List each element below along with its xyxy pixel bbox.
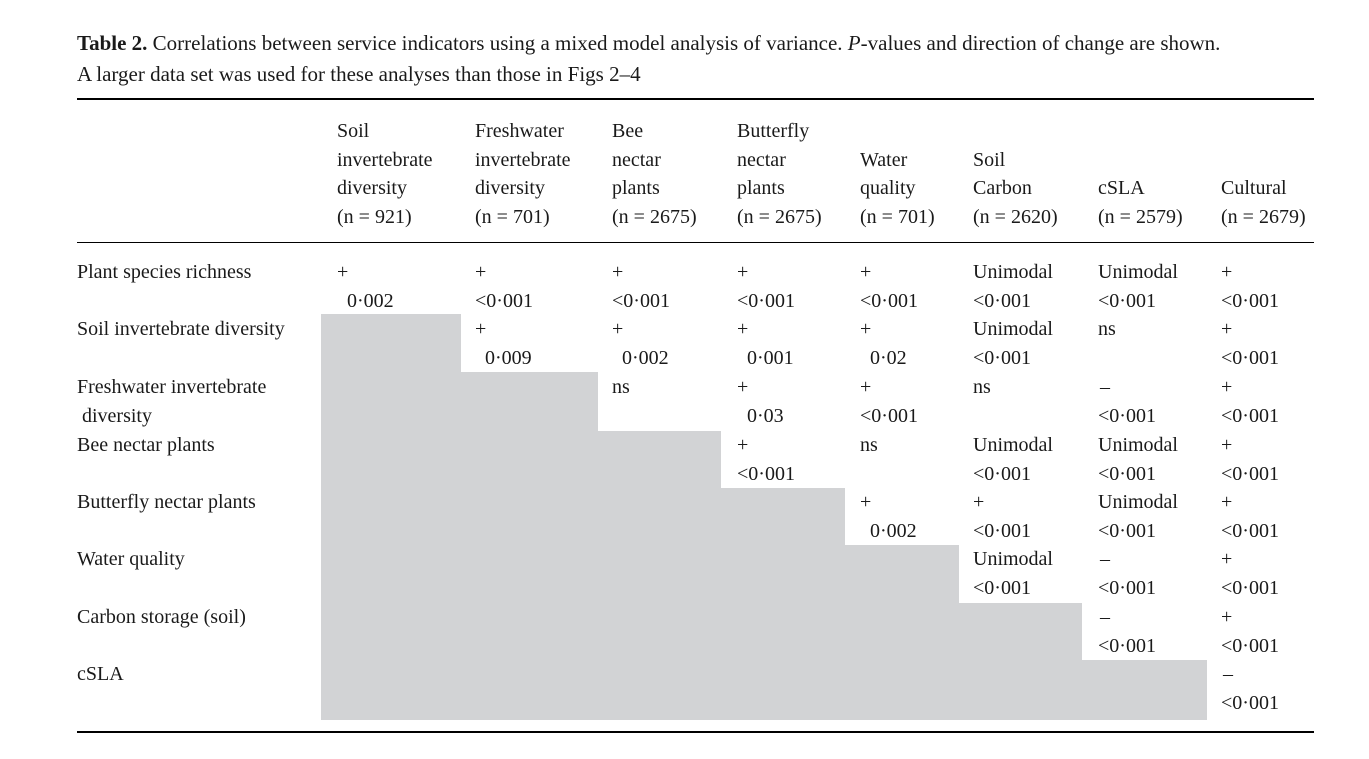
- cell-direction: Unimodal: [1098, 491, 1178, 513]
- cell-p-value: 0·001: [747, 347, 794, 369]
- cell-p-value: 0·002: [347, 290, 394, 312]
- cell-direction: –: [1100, 376, 1110, 398]
- row-label: Soil invertebrate diversity: [77, 318, 285, 340]
- column-header-line: Butterfly: [737, 120, 810, 142]
- shading-block: [1082, 660, 1207, 720]
- column-header-line: nectar: [612, 148, 661, 171]
- cell-direction: +: [973, 491, 985, 513]
- column-header: [1098, 174, 1183, 231]
- column-header: [973, 146, 1058, 232]
- cell-p-value: 0·02: [870, 347, 907, 369]
- cell-direction: +: [737, 261, 749, 283]
- table-top-rule: [77, 98, 1314, 100]
- caption-text-b: -values and direction of change are shown.: [860, 31, 1221, 55]
- row-label: Butterfly nectar plants: [77, 491, 256, 513]
- table-cell: [612, 315, 669, 373]
- cell-direction: Unimodal: [973, 434, 1053, 456]
- cell-p-value: <0·001: [737, 290, 795, 312]
- table-cell: [973, 373, 991, 402]
- shading-block: [845, 545, 959, 720]
- cell-p-value: <0·001: [1098, 577, 1156, 599]
- table-cell: [1221, 603, 1279, 661]
- cell-p-value: <0·001: [1221, 635, 1279, 657]
- column-header: [475, 117, 571, 231]
- column-header-line: plants: [612, 177, 660, 199]
- cell-direction: +: [612, 261, 624, 283]
- table-cell: [1098, 258, 1178, 316]
- caption-italic-p: P: [847, 31, 861, 55]
- table-cell: [1098, 545, 1156, 603]
- caption-text-a: Correlations between service indicators using a mixed model analysis of variance.: [147, 31, 848, 55]
- row-label: Carbon storage (soil): [77, 606, 246, 628]
- table-cell: [612, 373, 630, 402]
- cell-direction: +: [337, 261, 349, 283]
- cell-direction: +: [1221, 318, 1233, 340]
- table-cell: [737, 258, 795, 316]
- table-cell: [973, 545, 1053, 603]
- table-cell: [737, 431, 795, 489]
- cell-p-value: <0·001: [1098, 463, 1156, 485]
- cell-direction: –: [1223, 663, 1233, 685]
- cell-direction: +: [737, 376, 749, 398]
- cell-direction: ns: [612, 376, 630, 398]
- cell-p-value: <0·001: [1221, 405, 1279, 427]
- column-header-line: quality: [860, 177, 916, 199]
- cell-p-value: <0·001: [737, 463, 795, 485]
- shading-block: [461, 372, 598, 720]
- table-cell: [1098, 603, 1156, 661]
- cell-p-value: <0·001: [1098, 290, 1156, 312]
- cell-direction: ns: [1098, 318, 1116, 340]
- table-cell: [1098, 488, 1178, 546]
- row-label: [77, 373, 266, 431]
- column-header-line: invertebrate: [475, 148, 571, 171]
- table-cell: [1098, 315, 1116, 344]
- cell-direction: Unimodal: [1098, 434, 1178, 456]
- column-sample-size: (n = 921): [337, 205, 412, 228]
- cell-p-value: <0·001: [612, 290, 670, 312]
- column-header-line: nectar: [737, 148, 786, 171]
- cell-direction: ns: [860, 434, 878, 456]
- column-header-line: Soil: [973, 148, 1006, 171]
- table-cell: [973, 488, 1031, 546]
- cell-direction: +: [475, 318, 487, 340]
- cell-p-value: 0·002: [622, 347, 669, 369]
- cell-direction: +: [860, 491, 872, 513]
- table-cell: [1221, 315, 1279, 373]
- table-cell: [1098, 431, 1178, 489]
- cell-direction: –: [1100, 548, 1110, 570]
- cell-direction: Unimodal: [973, 261, 1053, 283]
- cell-direction: +: [1221, 491, 1233, 513]
- column-header-line: Soil: [337, 120, 370, 142]
- column-header-line: plants: [737, 177, 785, 199]
- row-label: Water quality: [77, 548, 185, 570]
- row-label-line: Freshwater invertebrate: [77, 376, 267, 398]
- cell-p-value: <0·001: [973, 577, 1031, 599]
- cell-direction: Unimodal: [973, 548, 1053, 570]
- cell-p-value: <0·001: [1221, 463, 1279, 485]
- cell-direction: Unimodal: [973, 318, 1053, 340]
- cell-p-value: <0·001: [1221, 347, 1279, 369]
- column-header-line: Water: [860, 148, 908, 171]
- table-cell: [860, 258, 918, 316]
- cell-direction: +: [737, 434, 749, 456]
- table-cell: [612, 258, 670, 316]
- table-cell: [737, 315, 794, 373]
- cell-direction: +: [1221, 548, 1233, 570]
- cell-p-value: 0·03: [747, 405, 784, 427]
- table-cell: [860, 488, 917, 546]
- cell-p-value: <0·001: [1098, 405, 1156, 427]
- cell-direction: +: [612, 318, 624, 340]
- column-header-line: diversity: [475, 177, 545, 199]
- column-header: [337, 117, 433, 231]
- cell-p-value: 0·002: [870, 520, 917, 542]
- table-cell: [337, 258, 394, 316]
- cell-direction: +: [860, 261, 872, 283]
- column-header-line: cSLA: [1098, 177, 1145, 199]
- table-cell: [1098, 373, 1156, 431]
- cell-direction: +: [475, 261, 487, 283]
- cell-direction: +: [1221, 434, 1233, 456]
- column-sample-size: (n = 2675): [612, 205, 697, 228]
- table-cell: [737, 373, 784, 431]
- column-header: [860, 146, 935, 232]
- table-cell: [860, 431, 878, 460]
- row-label: Plant species richness: [77, 261, 252, 283]
- table-cell: [1221, 258, 1279, 316]
- cell-direction: +: [737, 318, 749, 340]
- cell-p-value: <0·001: [1098, 635, 1156, 657]
- column-header-line: diversity: [337, 177, 407, 199]
- table-cell: [475, 258, 533, 316]
- cell-p-value: <0·001: [1221, 520, 1279, 542]
- cell-direction: ns: [973, 376, 991, 398]
- column-sample-size: (n = 701): [860, 205, 935, 228]
- cell-direction: –: [1100, 606, 1110, 628]
- column-sample-size: (n = 2679): [1221, 205, 1306, 228]
- cell-p-value: <0·001: [1098, 520, 1156, 542]
- column-sample-size: (n = 2620): [973, 205, 1058, 228]
- cell-p-value: <0·001: [475, 290, 533, 312]
- column-sample-size: (n = 2675): [737, 205, 822, 228]
- cell-p-value: <0·001: [973, 463, 1031, 485]
- table-cell: [860, 373, 918, 431]
- cell-p-value: <0·001: [1221, 692, 1279, 714]
- cell-p-value: <0·001: [860, 405, 918, 427]
- column-header-line: invertebrate: [337, 148, 433, 171]
- cell-direction: +: [860, 376, 872, 398]
- table-caption: [77, 28, 1317, 90]
- cell-direction: +: [860, 318, 872, 340]
- column-header: [737, 117, 822, 231]
- cell-p-value: <0·001: [973, 520, 1031, 542]
- shading-block: [959, 603, 1082, 720]
- header-rule: [77, 242, 1314, 243]
- table-cell: [1221, 488, 1279, 546]
- table-cell: [973, 431, 1053, 489]
- column-header-line: Carbon: [973, 177, 1032, 199]
- row-label: Bee nectar plants: [77, 434, 215, 456]
- table-cell: [475, 315, 532, 373]
- cell-p-value: 0·009: [485, 347, 532, 369]
- cell-direction: +: [1221, 376, 1233, 398]
- table-cell: [1221, 373, 1279, 431]
- column-sample-size: (n = 2579): [1098, 205, 1183, 228]
- table-number: Table 2.: [77, 31, 148, 55]
- column-sample-size: (n = 701): [475, 205, 550, 228]
- cell-p-value: <0·001: [1221, 577, 1279, 599]
- cell-direction: +: [1221, 606, 1233, 628]
- table-bottom-rule: [77, 731, 1314, 733]
- cell-p-value: <0·001: [973, 290, 1031, 312]
- cell-p-value: <0·001: [1221, 290, 1279, 312]
- cell-direction: +: [1221, 261, 1233, 283]
- column-header-line: Bee: [612, 120, 644, 142]
- caption-line-2: A larger data set was used for these analyses than those in Figs 2–4: [77, 62, 641, 86]
- column-header: [1221, 174, 1306, 231]
- cell-p-value: <0·001: [860, 290, 918, 312]
- table-cell: [1221, 660, 1279, 718]
- shading-block: [598, 431, 721, 720]
- cell-direction: Unimodal: [1098, 261, 1178, 283]
- column-header-line: Cultural: [1221, 177, 1287, 199]
- row-label: cSLA: [77, 663, 124, 685]
- table-cell: [973, 258, 1053, 316]
- row-label-line: diversity: [77, 405, 152, 427]
- column-header-line: Freshwater: [475, 120, 564, 142]
- column-header: [612, 117, 697, 231]
- cell-p-value: <0·001: [973, 347, 1031, 369]
- table-cell: [1221, 545, 1279, 603]
- table-cell: [1221, 431, 1279, 489]
- shading-block: [721, 488, 845, 720]
- shading-block: [321, 314, 461, 720]
- table-cell: [860, 315, 907, 373]
- table-cell: [973, 315, 1053, 373]
